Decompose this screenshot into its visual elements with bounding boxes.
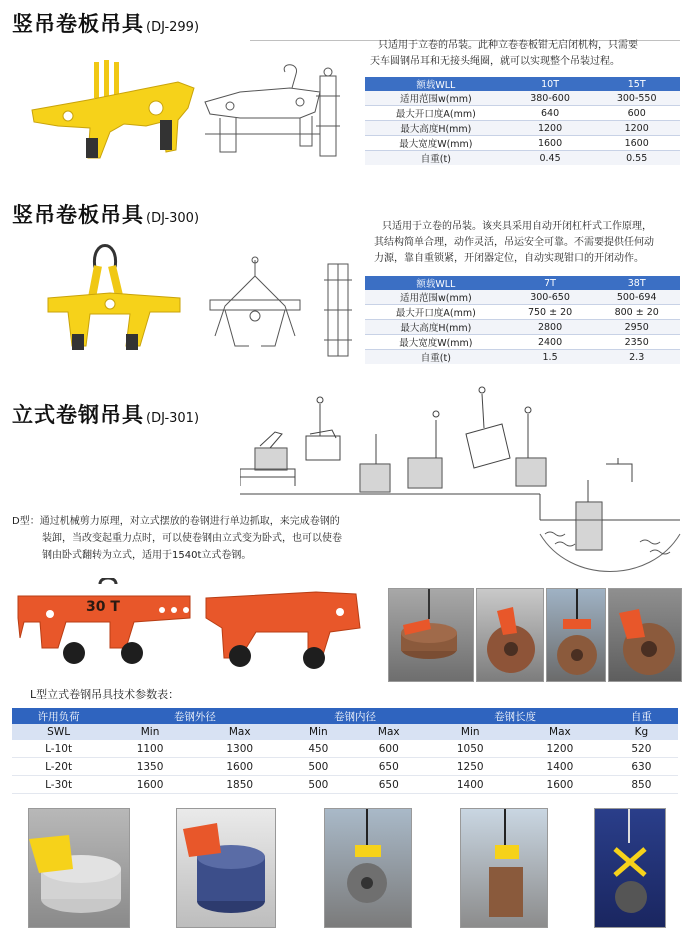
table-row [365,121,680,136]
table-cell: 300-550 [593,91,680,106]
table-cell: 1300 [195,740,285,758]
table-row [365,91,680,106]
dj300-drawing [205,256,305,356]
table-cell: 750 ± 20 [507,305,594,320]
table-cell: 500 [285,776,353,794]
section2-title-text: 竖吊卷板吊具 [12,203,144,227]
table-row [365,335,680,350]
dj300-clamp-image [40,238,190,358]
header-cell: 额载WLL [365,77,507,91]
table-row [12,776,678,794]
table-cell: 1600 [593,136,680,151]
orange-clamp-30t-image [14,578,194,666]
section2-title [12,199,199,229]
header-cell: Min [425,724,515,740]
table-cell: 最大高度H(mm) [365,320,507,335]
table-header-row [365,77,680,91]
table-cell: 最大宽度W(mm) [365,136,507,151]
dj299-spec-table [365,77,680,165]
coil-lifting-photo [388,588,474,682]
table-cell: 适用范围w(mm) [365,91,507,106]
orange-clamp-image [196,588,376,670]
l-type-spec-table [12,708,678,794]
table-cell: 520 [605,740,678,758]
section1-desc-line: 天车圆钢吊耳和无接头绳圈，就可以实现整个吊装过程。 [370,56,620,67]
table-cell: 最大宽度W(mm) [365,335,507,350]
table-cell: 2800 [507,320,594,335]
table-row [365,151,680,166]
table-cell: 600 [352,740,425,758]
header-cell: Max [352,724,425,740]
dj300-side-drawing [318,260,358,360]
table-cell: 0.45 [507,151,594,166]
table-row [12,758,678,776]
table-row [365,136,680,151]
table-cell: 适用范围w(mm) [365,290,507,305]
table-cell: 自重(t) [365,151,507,166]
table-cell: 1050 [425,740,515,758]
table-subheader-row [12,724,678,740]
table-cell: 1600 [515,776,605,794]
table-cell: 最大开口度A(mm) [365,106,507,121]
section3-title-text: 立式卷钢吊具 [12,403,144,427]
table-cell: 最大高度H(mm) [365,121,507,136]
header-cell: 额载WLL [365,276,507,290]
section3-desc-line: 装卸，当改变起重力点时，可以使卷钢由立式变为卧式，也可以使卷 [42,533,342,544]
l-type-table-title: L型立式卷钢吊具技术参数表： [30,688,180,701]
table-cell: 2400 [507,335,594,350]
coil-lifting-photo [176,808,276,928]
table-cell: 1600 [105,776,195,794]
section2-desc-line: 只适用于立卷的吊装。该夹具采用自动开闭杠杆式工作原理， [382,221,652,232]
dj300-spec-table [365,276,680,364]
section3-title [12,399,199,429]
header-cell: Max [515,724,605,740]
table-cell: 2350 [593,335,680,350]
header-cell: SWL [12,724,105,740]
header-cell: 7T [507,276,594,290]
header-cell: 15T [593,77,680,91]
coil-lifting-photo [324,808,412,928]
coil-lifting-photo [608,588,682,682]
table-cell: 650 [352,758,425,776]
section2-desc-line: 力源，靠自重锁紧，开闭器定位，自动实现钳口的开闭动作。 [374,253,644,264]
section1-code: (DJ-299) [146,20,200,35]
section1-title [12,8,199,38]
header-cell: Kg [605,724,678,740]
section1-desc-line: 只适用于立卷的吊装。此种立卷卷板钳无启闭机构，只需要 [378,40,638,51]
table-cell: L-30t [12,776,105,794]
table-cell: 380-600 [507,91,594,106]
table-row [365,290,680,305]
table-cell: 2.3 [593,350,680,365]
table-cell: 850 [605,776,678,794]
table-cell: 1100 [105,740,195,758]
table-row [365,106,680,121]
header-cell: 卷钢内径 [285,708,426,724]
coil-lifting-photo [546,588,606,682]
table-cell: 0.55 [593,151,680,166]
dj299-clamp-image [28,60,198,160]
table-cell: 1250 [425,758,515,776]
table-row [365,305,680,320]
table-cell: 最大开口度A(mm) [365,305,507,320]
header-cell: Min [285,724,353,740]
table-cell: 1350 [105,758,195,776]
table-header-row [365,276,680,290]
table-cell: 600 [593,106,680,121]
table-cell: 1.5 [507,350,594,365]
header-cell: 许用负荷 [12,708,105,724]
table-row [12,740,678,758]
clamp-capacity-label: 30 T [86,599,120,615]
table-row [365,350,680,365]
table-cell: L-10t [12,740,105,758]
table-cell: 自重(t) [365,350,507,365]
table-cell: 1600 [507,136,594,151]
table-cell: 300-650 [507,290,594,305]
section2-code: (DJ-300) [146,211,200,226]
table-cell: 650 [352,776,425,794]
coil-lifting-photo [460,808,548,928]
table-cell: 1850 [195,776,285,794]
section3-code: (DJ-301) [146,411,200,426]
section1-description [370,38,680,70]
table-cell: 640 [507,106,594,121]
dj299-side-drawing [312,66,346,162]
table-cell: 2950 [593,320,680,335]
header-cell: 38T [593,276,680,290]
table-header-row [12,708,678,724]
header-cell: 10T [507,77,594,91]
section2-description [374,219,684,267]
coil-lifting-photo [594,808,666,928]
table-row [365,320,680,335]
header-cell: 卷钢外径 [105,708,284,724]
header-cell: Max [195,724,285,740]
table-cell: 630 [605,758,678,776]
table-cell: 1200 [593,121,680,136]
table-cell: 1600 [195,758,285,776]
header-cell: Min [105,724,195,740]
header-cell: 卷钢长度 [425,708,604,724]
table-cell: 1400 [425,776,515,794]
section2-desc-line: 其结构简单合理，动作灵活，吊运安全可靠。不需要提供任何动 [374,237,654,248]
table-cell: 1200 [507,121,594,136]
section3-desc-line: 钢由卧式翻转为立式，适用于1540t立式卷钢。 [42,550,252,561]
table-cell: L-20t [12,758,105,776]
section3-description [12,513,392,564]
coil-lifting-photo [28,808,130,928]
table-cell: 500-694 [593,290,680,305]
table-cell: 1200 [515,740,605,758]
header-cell: 自重 [605,708,678,724]
table-cell: 800 ± 20 [593,305,680,320]
section3-desc-line: D型：通过机械剪力原理，对立式摆放的卷钢进行单边抓取，来完成卷钢的 [12,516,340,527]
table-cell: 1400 [515,758,605,776]
table-cell: 500 [285,758,353,776]
coil-lifting-photo [476,588,544,682]
table-cell: 450 [285,740,353,758]
section1-title-text: 竖吊卷板吊具 [12,12,144,36]
